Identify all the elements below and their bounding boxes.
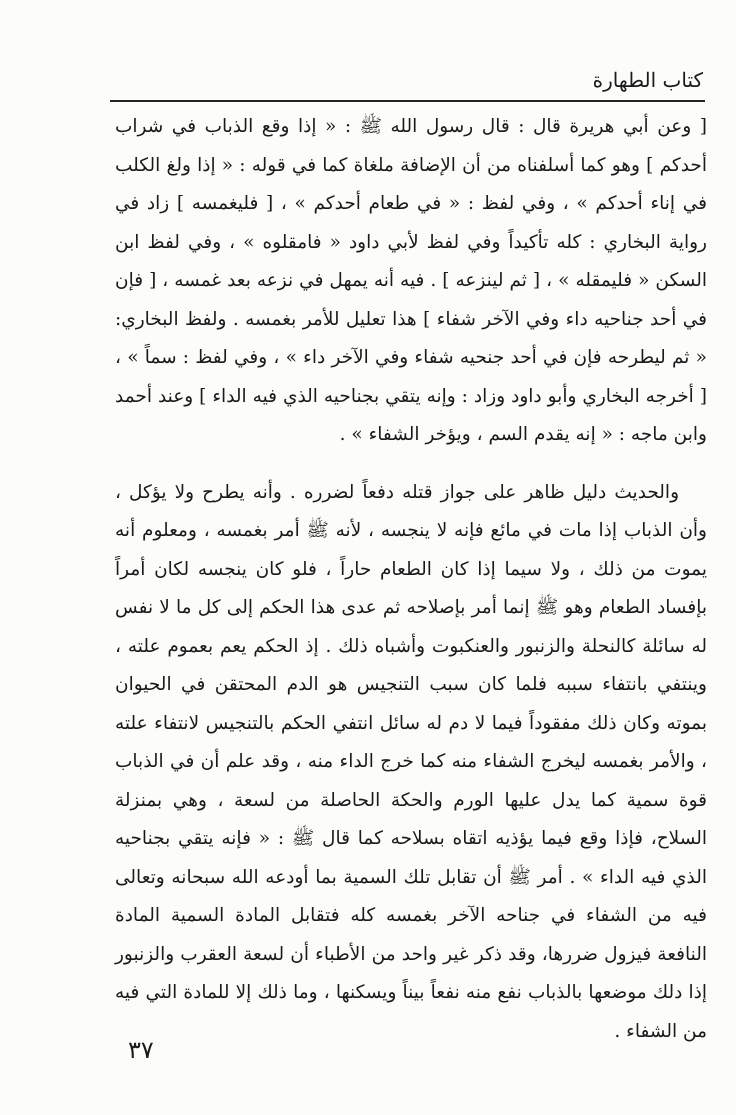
- running-header: [110, 60, 705, 102]
- paragraph-commentary: والحديث دليل ظاهر على جواز قتله دفعاً لضرره . وأنه يطرح ولا يؤكل ، وأن الذباب إذا مات في مائع فإنه لا ينجسه ، لأنه ﷺ أمر بغمسه ، ومعلوم أنه يموت من ذلك ، ولا سيما إذا كان الطعام حاراً ، فلو كان ينجسه لكان أمراً بإفساد الطعام وهو ﷺ إنما أمر بإصلاحه ثم عدى هذا الحكم إلى كل ما لا نفس له سائلة كالنحلة والزنبور والعنكبوت وأشباه ذلك . إذ الحكم يعم بعموم علته ، وينتفي بانتفاء سببه فلما كان سبب التنجيس هو الدم المحتقن في الحيوان بموته وكان ذلك مفقوداً فيما لا دم له سائل انتفي الحكم بالتنجيس لانتفاء علته ، والأمر بغمسه ليخرج الشفاء منه كما خرج الداء منه ، وقد علم أن في الذباب قوة سمية كما يدل عليها الورم والحكة الحاصلة من لسعة ، وهي بمنزلة السلاح، فإذا وقع فيما يؤذيه اتقاه بسلاحه كما قال ﷺ : « فإنه يتقي بجناحيه الذي فيه الداء » . أمر ﷺ أن تقابل تلك السمية بما أودعه الله سبحانه وتعالى فيه من الشفاء في جناحه الآخر بغمسه كله فتقابل المادة السمية المادة النافعة فيزول ضررها، وقد ذكر غير واحد من الأطباء أن لسعة العقرب والزنبور إذا دلك موضعها بالذباب نفع منه نفعاً بيناً ويسكنها ، وما ذلك إلا للمادة التي فيه من الشفاء .: [115, 481, 707, 1042]
- paragraph-hadith: [ وعن أبي هريرة قال : قال رسول الله ﷺ : « إذا وقع الذباب في شراب أحدكم ] وهو كما أسلفناه من أن الإضافة ملغاة كما في قوله : « إذا ولغ الكلب في إناء أحدكم » ، وفي لفظ : « في طعام أحدكم » ، [ فليغمسه ] زاد في رواية البخاري : كله تأكيداً وفي لفظ لأبي داود « فامقلوه » ، وفي لفظ ابن السكن « فليمقله » ، [ ثم لينزعه ] . فيه أنه يمهل في نزعه بعد غمسه ، [ فإن في أحد جناحيه داء وفي الآخر شفاء ] هذا تعليل للأمر بغمسه . ولفظ البخاري: « ثم ليطرحه فإن في أحد جنحيه شفاء وفي الآخر داء » ، وفي لفظ : سماً » ، [ أخرجه البخاري وأبو داود وزاد : وإنه يتقي بجناحيه الذي فيه الداء ] وعند أحمد وابن ماجه : « إنه يقدم السم ، ويؤخر الشفاء » .: [115, 116, 707, 445]
- chapter-title: كتاب الطهارة: [592, 68, 703, 92]
- body-text: [115, 108, 707, 1051]
- page-number: ٣٧: [128, 1036, 154, 1064]
